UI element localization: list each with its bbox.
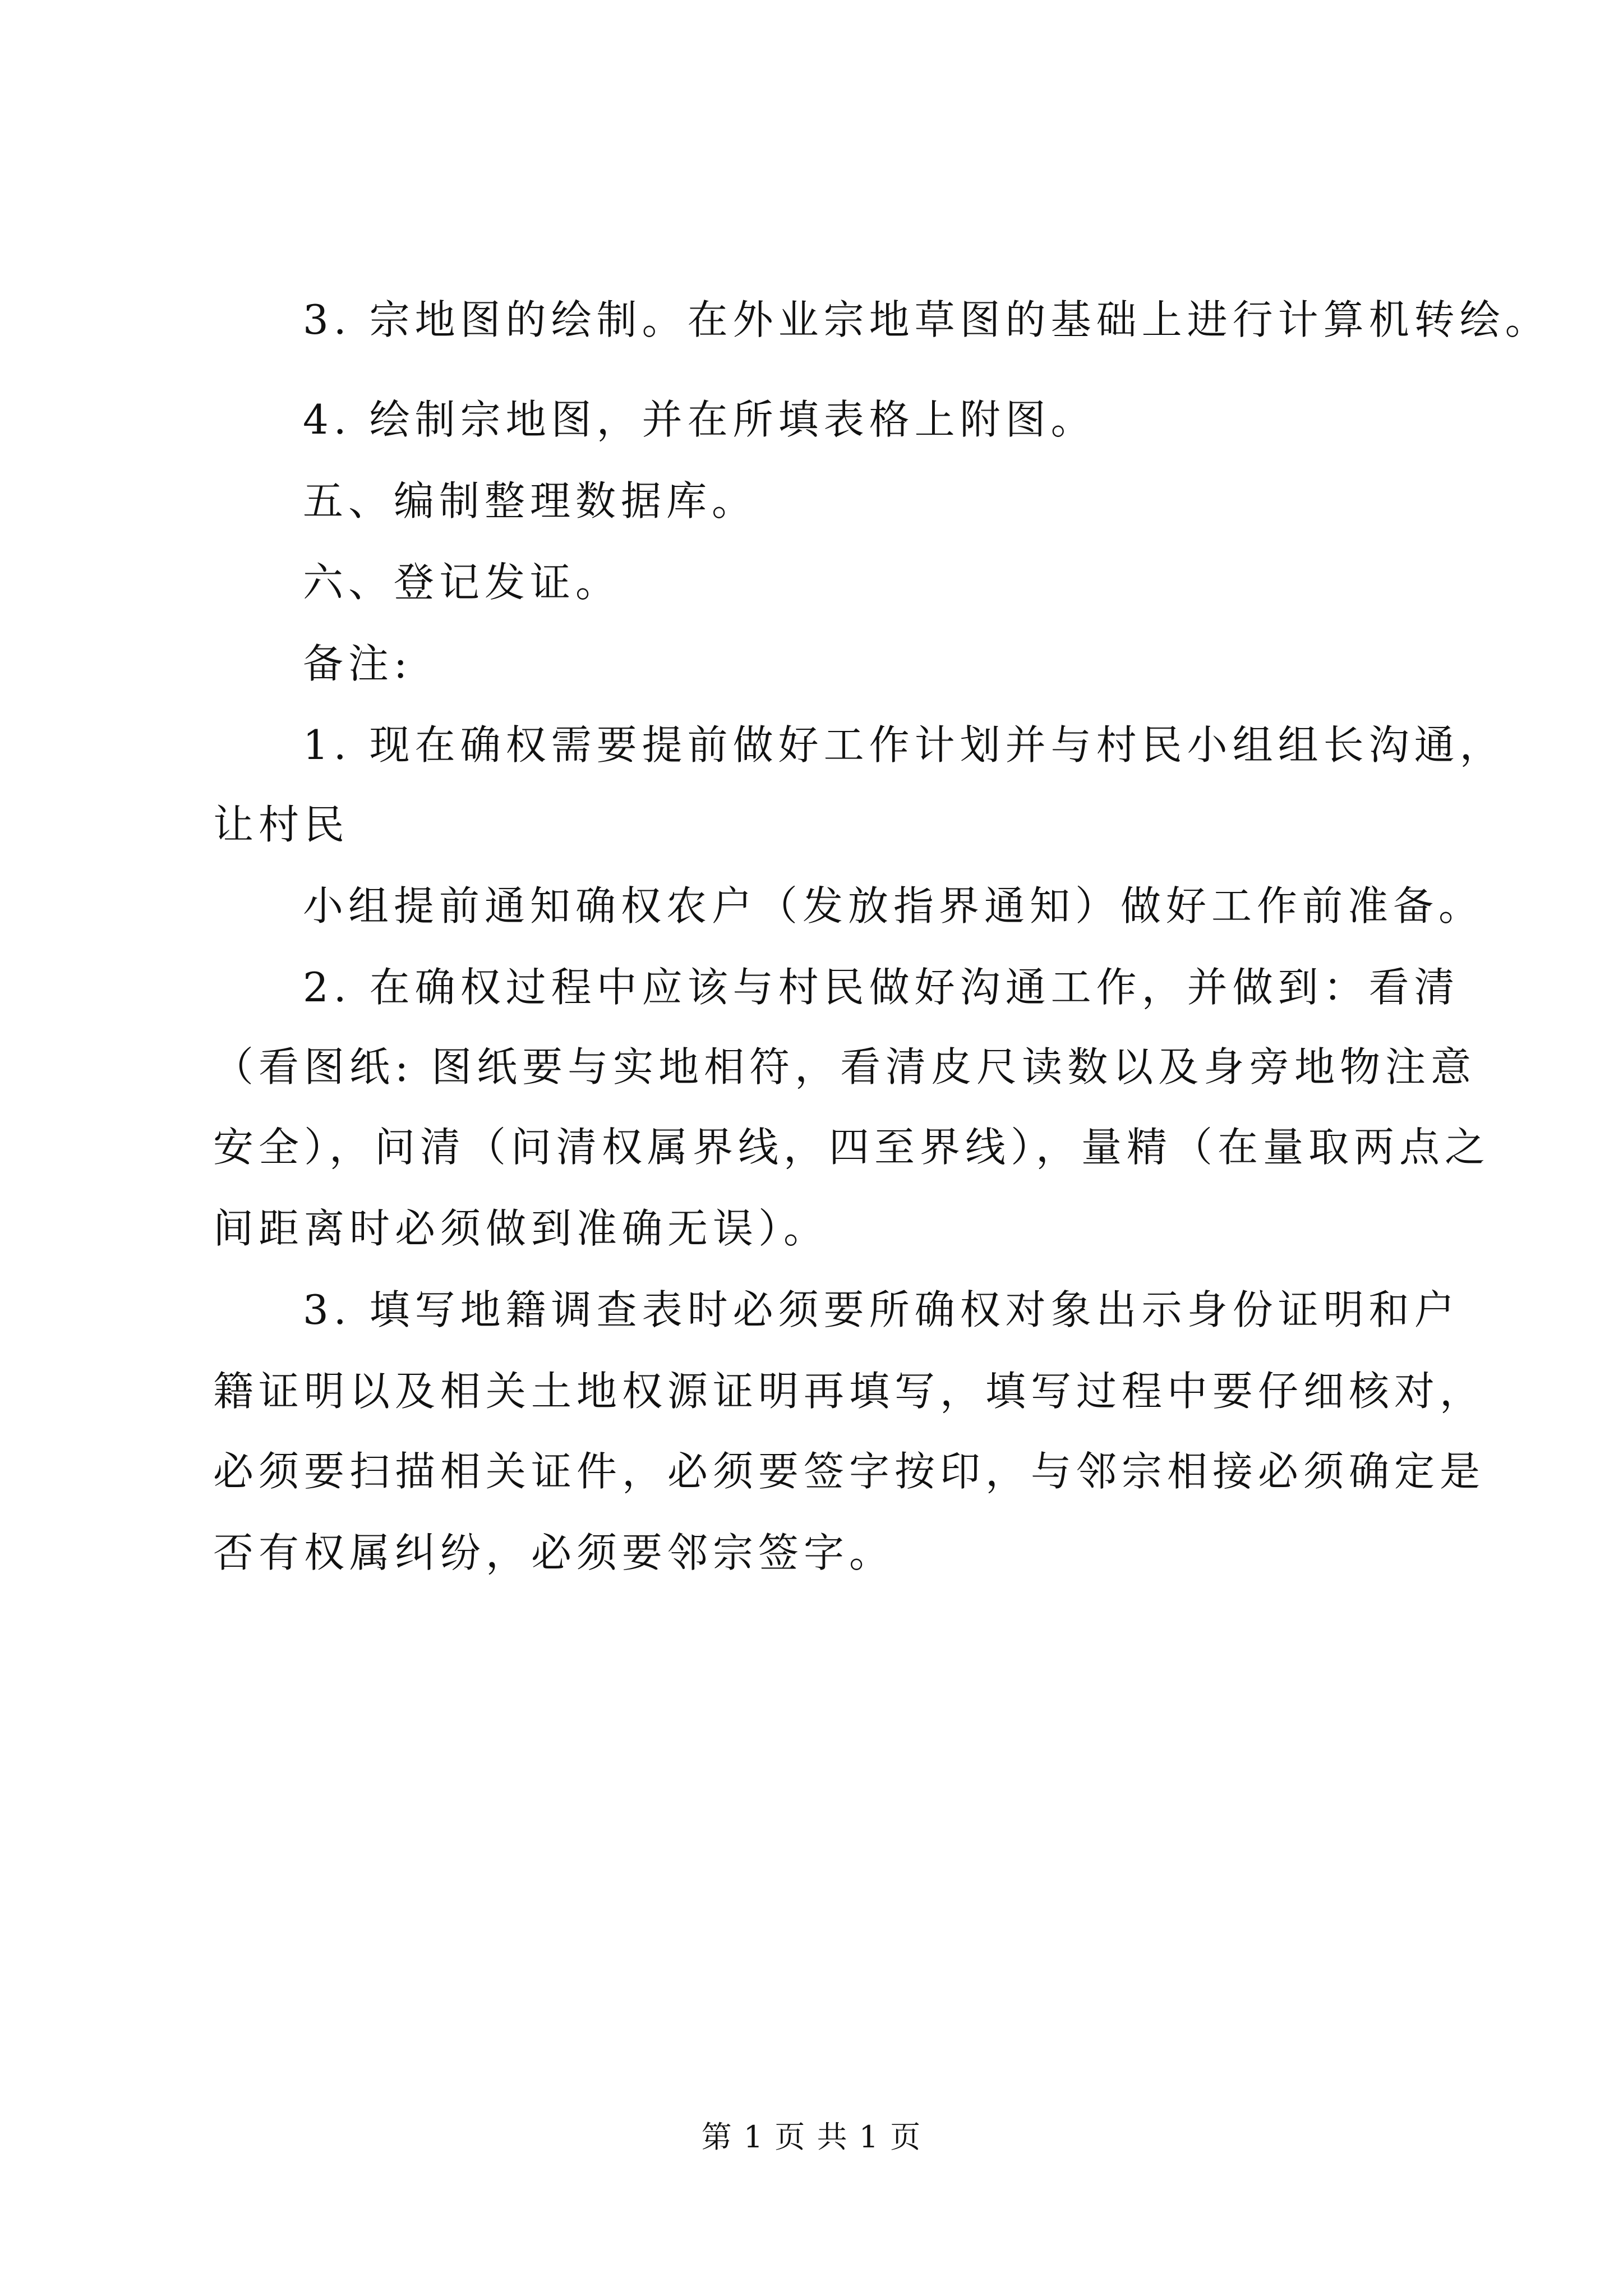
remark-2-line-4: 间距离时必须做到准确无误）。 [213, 1205, 829, 1252]
remark-1-line-3: 小组提前通知确权农户（发放指界通知）做好工作前准备。 [303, 882, 1484, 930]
remark-3-line-2: 籍证明以及相关土地权源证明再填写，填写过程中要仔细核对， [213, 1368, 1486, 1415]
remark-2-line-1: 2. 在确权过程中应该与村民做好沟通工作，并做到：看清 [303, 964, 1460, 1011]
remark-2-line-2: （看图纸: 图纸要与实地相符，看清皮尺读数以及身旁地物注意 [213, 1043, 1477, 1091]
remark-3-line-3: 必须要扫描相关证件，必须要签字按印，与邻宗相接必须确定是 [213, 1448, 1486, 1495]
remark-1-line-1: 1. 现在确权需要提前做好工作计划并与村民小组组长沟通， [303, 721, 1505, 769]
remark-1-line-2: 让村民 [213, 801, 350, 848]
section-5-database: 五、编制整理数据库。 [303, 477, 758, 524]
item-4-draw-map: 4. 绘制宗地图，并在所填表格上附图。 [303, 396, 1096, 443]
remarks-heading: 备注: [303, 640, 413, 687]
item-3-map-drawing: 3. 宗地图的绘制。在外业宗地草图的基础上进行计算机转绘。 [303, 296, 1551, 343]
remark-2-line-3: 安全），问清（问清权属界线，四至界线），量精（在量取两点之 [213, 1124, 1491, 1171]
remark-3-line-1: 3. 填写地籍调查表时必须要所确权对象出示身份证明和户 [303, 1286, 1460, 1333]
section-6-registration: 六、登记发证。 [303, 559, 621, 606]
page-footer: 第 1 页 共 1 页 [701, 2119, 922, 2155]
remark-3-line-4: 否有权属纠纷，必须要邻宗签字。 [213, 1529, 895, 1576]
